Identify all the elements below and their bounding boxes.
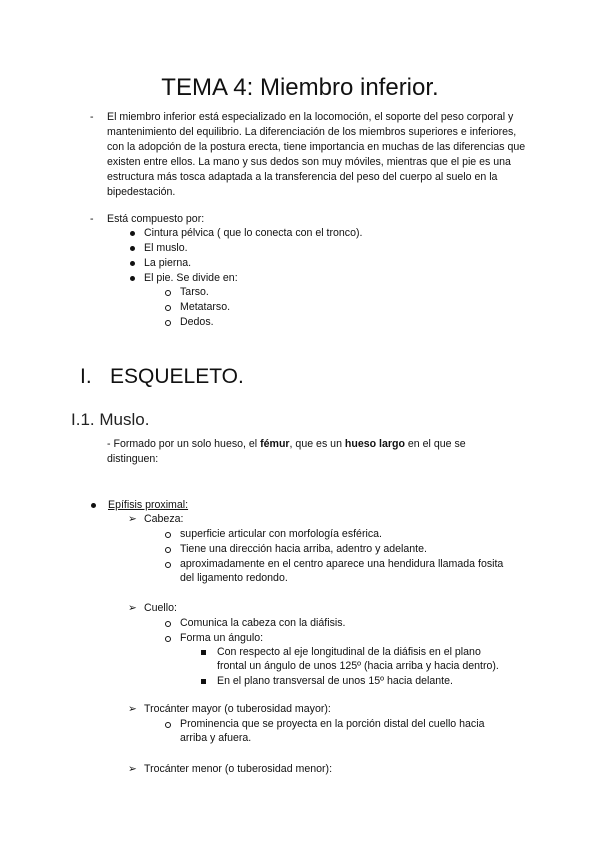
list-item-continuation: arriba y afuera. — [180, 732, 252, 744]
list-item: Prominencia que se proyecta en la porción distal del cuello hacia — [180, 718, 485, 730]
list-item: Tiene una dirección hacia arriba, adentro y adelante. — [180, 543, 427, 555]
list-item: Forma un ángulo: — [180, 632, 264, 644]
list-item-continuation: frontal un ángulo de unos 125º (hacia arriba y hacia dentro). — [217, 660, 499, 672]
list-item: Comunica la cabeza con la diáfisis. — [180, 617, 346, 629]
bullet-dot-icon — [91, 503, 96, 508]
femur-intro-line2: distinguen: — [107, 453, 159, 465]
bullet-circle-icon — [165, 621, 171, 627]
list-item: El muslo. — [144, 242, 188, 254]
bullet-circle-icon — [165, 305, 171, 311]
bullet-dot-icon — [130, 231, 135, 236]
bullet-circle-icon — [165, 636, 171, 642]
bullet-circle-icon — [165, 290, 171, 296]
section-number: I. — [80, 365, 92, 388]
neck-label: Cuello: — [144, 602, 177, 614]
greater-trochanter-label: Trocánter mayor (o tuberosidad mayor): — [144, 703, 331, 715]
bullet-circle-icon — [165, 722, 171, 728]
list-item: El pie. Se divide en: — [144, 272, 238, 284]
list-item: Tarso. — [180, 286, 209, 298]
list-item: superficie articular con morfología esférica. — [180, 528, 382, 540]
head-label: Cabeza: — [144, 513, 184, 525]
list-item-continuation: del ligamento redondo. — [180, 572, 288, 584]
bullet-circle-icon — [165, 320, 171, 326]
bullet-circle-icon — [165, 547, 171, 553]
arrow-bullet-icon: ➢ — [128, 763, 137, 775]
bullet-square-icon — [201, 650, 206, 655]
list-item: La pierna. — [144, 257, 192, 269]
femur-intro: - Formado por un solo hueso, el fémur, que es un hueso largo en el que se — [107, 438, 466, 450]
subsection-title: I.1. Muslo. — [71, 410, 150, 429]
bullet-square-icon — [201, 679, 206, 684]
dash-bullet: - — [90, 213, 94, 225]
bullet-circle-icon — [165, 532, 171, 538]
composition-lead: Está compuesto por: — [107, 213, 205, 225]
lesser-trochanter-label: Trocánter menor (o tuberosidad menor): — [144, 763, 333, 775]
bullet-dot-icon — [130, 246, 135, 251]
arrow-bullet-icon: ➢ — [128, 703, 137, 715]
dash-bullet: - — [90, 111, 94, 123]
list-item: Dedos. — [180, 316, 214, 328]
list-item: aproximadamente en el centro aparece una hendidura llamada fosita — [180, 558, 504, 570]
bullet-dot-icon — [130, 261, 135, 266]
page-title: TEMA 4: Miembro inferior. — [161, 74, 439, 101]
intro-paragraph: El miembro inferior está especializado en la locomoción, el soporte del peso corporal y mantenimiento del equilibrio. La diferenciación de los miembros superiores e inferiores, con la adopción de la postura erecta, tiene importancia en muchas de las diferencias que existen entre ellos. La mano y sus dedos son muy móviles, mientras que el pie es una estructura más tosca adaptada a la transferencia del peso del cuerpo al suelo en la bipedestación. — [107, 111, 526, 198]
list-item: Cintura pélvica ( que lo conecta con el tronco). — [144, 227, 363, 239]
bullet-dot-icon — [130, 276, 135, 281]
list-item: Metatarso. — [180, 301, 231, 313]
bullet-circle-icon — [165, 562, 171, 568]
arrow-bullet-icon: ➢ — [128, 513, 137, 525]
arrow-bullet-icon: ➢ — [128, 602, 137, 614]
list-item: Con respecto al eje longitudinal de la diáfisis en el plano — [217, 646, 481, 658]
list-item: En el plano transversal de unos 15º hacia delante. — [217, 675, 453, 687]
epiphysis-label: Epífisis proximal: — [108, 499, 189, 511]
section-title: ESQUELETO. — [110, 365, 244, 388]
